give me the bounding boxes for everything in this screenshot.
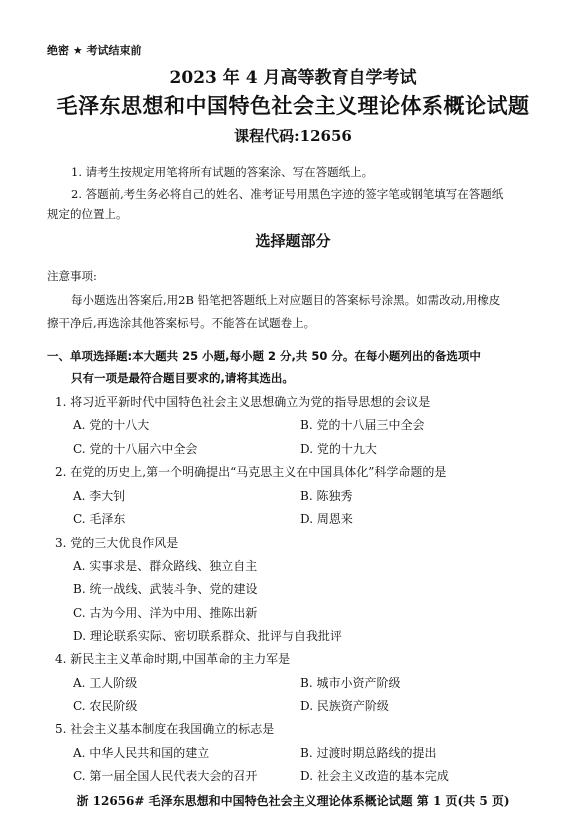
- question-5-option-c: C. 第一届全国人民代表大会的召开: [73, 769, 258, 783]
- part1-instruction-line-1: 一、单项选择题:本大题共 25 小题,每小题 2 分,共 50 分。在每小题列出的备选项中: [47, 349, 481, 363]
- question-3-option-d: D. 理论联系实际、密切联系群众、批评与自我批评: [73, 629, 342, 643]
- question-5-option-a: A. 中华人民共和国的建立: [73, 746, 210, 760]
- question-2-stem: 2. 在党的历史上,第一个明确提出“马克思主义在中国具体化”科学命题的是: [55, 465, 447, 479]
- attention-line-1: 每小题选出答案后,用2B 铅笔把答题纸上对应题目的答案标号涂黑。如需改动,用橡皮: [71, 293, 501, 307]
- question-1-option-a: A. 党的十八大: [73, 418, 150, 432]
- question-3-option-b: B. 统一战线、武装斗争、党的建设: [73, 582, 258, 596]
- part1-instruction-line-2: 只有一项是最符合题目要求的,请将其选出。: [71, 371, 294, 385]
- subject-title: 毛泽东思想和中国特色社会主义理论体系概论试题: [56, 94, 530, 118]
- question-4-option-c: C. 农民阶级: [73, 699, 138, 713]
- question-2-option-b: B. 陈独秀: [300, 489, 353, 503]
- exam-title: 2023 年 4 月高等教育自学考试: [169, 68, 417, 88]
- question-2-option-a: A. 李大钊: [73, 489, 126, 503]
- question-1-stem: 1. 将习近平新时代中国特色社会主义思想确立为党的指导思想的会议是: [55, 395, 431, 409]
- question-5-option-d: D. 社会主义改造的基本完成: [300, 769, 449, 783]
- question-4-option-d: D. 民族资产阶级: [300, 699, 389, 713]
- section-heading: 选择题部分: [255, 232, 331, 250]
- question-3-option-c: C. 古为今用、洋为中用、推陈出新: [73, 606, 258, 620]
- attention-label: 注意事项:: [47, 269, 97, 283]
- question-3-stem: 3. 党的三大优良作风是: [55, 536, 179, 550]
- question-4-stem: 4. 新民主主义革命时期,中国革命的主力军是: [55, 652, 291, 666]
- question-4-option-a: A. 工人阶级: [73, 676, 138, 690]
- note-2-line-1: 2. 答题前,考生务必将自己的姓名、准考证号用黑色字迹的签字笔或钢笔填写在答题纸: [71, 187, 504, 201]
- question-1-option-b: B. 党的十八届三中全会: [300, 418, 425, 432]
- question-5-option-b: B. 过渡时期总路线的提出: [300, 746, 437, 760]
- question-4-option-b: B. 城市小资产阶级: [300, 676, 401, 690]
- question-5-stem: 5. 社会主义基本制度在我国确立的标志是: [55, 722, 275, 736]
- question-1-option-c: C. 党的十八届六中全会: [73, 442, 198, 456]
- note-2-line-2: 规定的位置上。: [47, 207, 128, 221]
- note-1: 1. 请考生按规定用笔将所有试题的答案涂、写在答题纸上。: [71, 165, 374, 179]
- attention-line-2: 擦干净后,再选涂其他答案标号。不能答在试题卷上。: [47, 316, 316, 330]
- question-2-option-c: C. 毛泽东: [73, 512, 126, 526]
- question-1-option-d: D. 党的十九大: [300, 442, 377, 456]
- question-3-option-a: A. 实事求是、群众路线、独立自主: [73, 559, 258, 573]
- course-code: 课程代码:12656: [234, 127, 352, 145]
- confidential-label: 绝密 ★ 考试结束前: [47, 44, 142, 57]
- question-2-option-d: D. 周恩来: [300, 512, 353, 526]
- page-footer: 浙 12656# 毛泽东思想和中国特色社会主义理论体系概论试题 第 1 页(共 5 页): [76, 794, 510, 808]
